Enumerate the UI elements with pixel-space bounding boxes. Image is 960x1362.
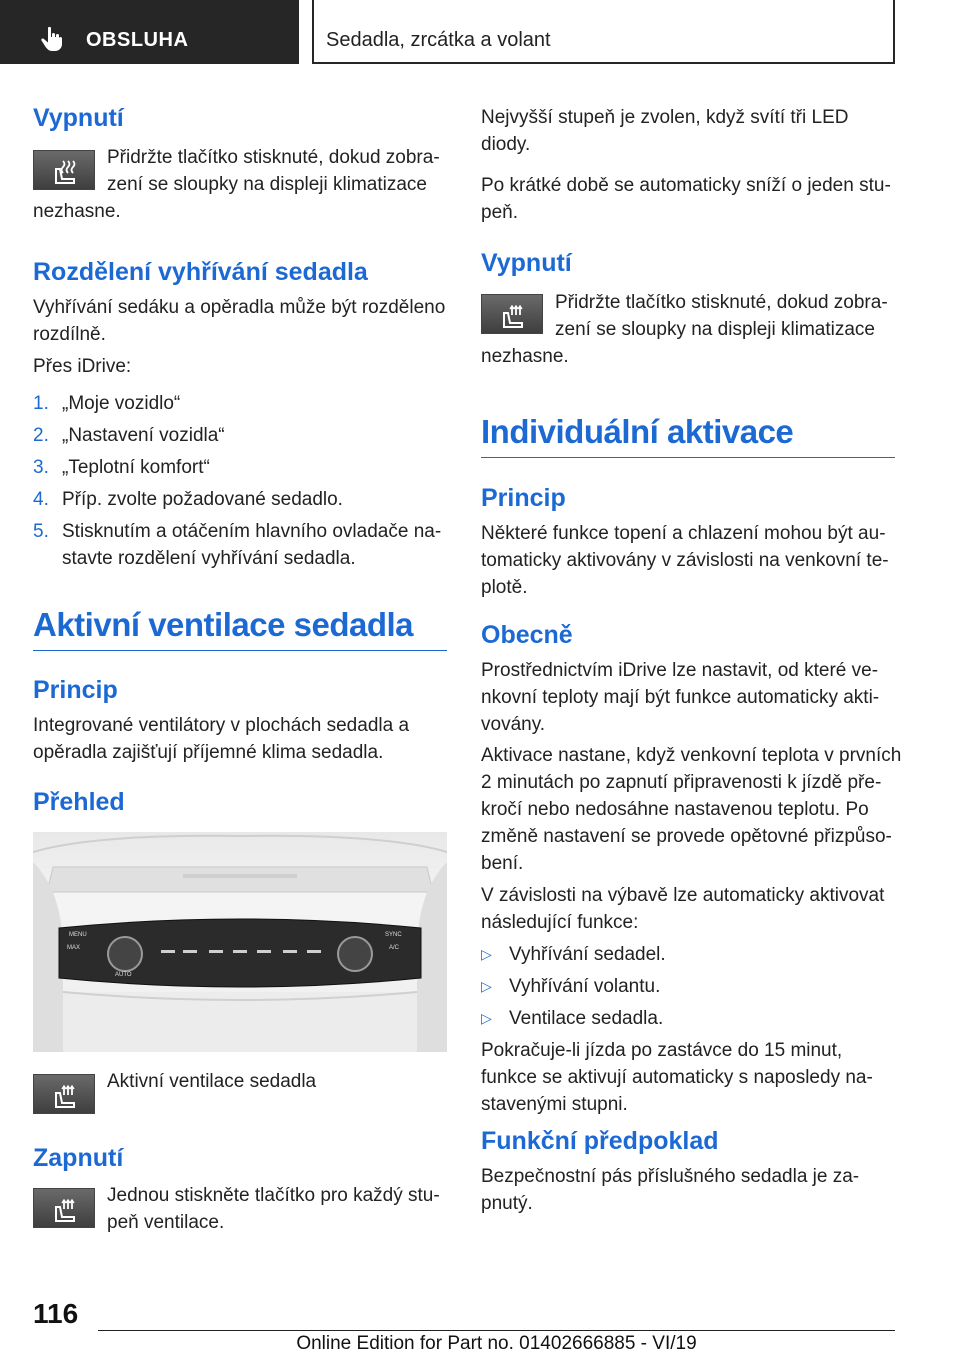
page-number: 116 [33,1298,79,1329]
photo-label-max: MAX [67,945,81,951]
pokracuje-text-line2: funkce se aktivují automaticky s naposledy na- [481,1067,873,1088]
photo-label-ac: A/C [389,945,400,951]
pokracuje-text-line3: stavenými stupni. [481,1094,628,1115]
zavislost-text-line1: V závislosti na výbavě lze automaticky aktivovat [481,885,885,906]
ventilation-icon-caption: Aktivní ventilace sedadla [107,1071,317,1092]
heading-funkcni-predpoklad: Funkční předpoklad [481,1127,719,1155]
heading-princip: Princip [33,676,118,704]
top-text-line1: Nejvyšší stupeň je zvolen, když svítí tři LED [481,107,849,128]
aktivace-text-line2: 2 minutách po zapnutí připravenosti k jízdě pře- [481,772,882,793]
hand-pointer-icon [40,26,64,57]
seat-ventilation-button-icon [33,1188,95,1228]
bullet-item: Vyhřívání sedadel. [509,944,666,965]
vypnuti-text-line3: nezhasne. [481,346,569,367]
heading-prehled: Přehled [33,788,125,816]
step-text: „Moje vozidlo“ [62,393,181,414]
zapnuti-text-line2: peň ventilace. [107,1212,225,1233]
vypnuti-text-line1: Přidržte tlačítko stisknuté, dokud zobra- [555,292,888,313]
heading-obecne: Obecně [481,621,573,649]
zavislost-text-line2: následující funkce: [481,912,639,933]
obecne-text-line2: nkovní teploty mají být funkce automaticky akti- [481,687,880,708]
heading-rozdeleni: Rozdělení vyhřívání sedadla [33,258,368,286]
heading-princip: Princip [481,484,566,512]
rozdeleni-text-line2: rozdílně. [33,324,106,345]
climate-control-photo [33,832,447,1052]
zapnuti-text-line1: Jednou stiskněte tlačítko pro každý stu- [107,1185,440,1206]
photo-label-menu: MENU [69,932,87,938]
step-number: 5. [33,521,49,542]
seat-ventilation-button-icon [33,1074,95,1114]
rozdeleni-text-line1: Vyhřívání sedáku a opěradla může být rozděleno [33,297,446,318]
footer-edition: Online Edition for Part no. 01402666885 - VI/19 [296,1333,697,1354]
aktivace-text-line1: Aktivace nastane, když venkovní teplota v prvních [481,745,902,766]
obecne-text-line1: Prostřednictvím iDrive lze nastavit, od které ve- [481,660,879,681]
aktivace-text-line5: bení. [481,853,524,874]
vypnuti-text-line2: zení se sloupky na displeji klimatizace [107,174,427,195]
bullet-triangle-icon: ▷ [481,1010,492,1026]
chapter-tab [312,0,895,64]
photo-label-auto: AUTO [115,972,132,978]
chapter-title: Sedadla, zrcátka a volant [326,29,551,51]
step-number: 1. [33,393,49,414]
heading-vypnuti: Vypnutí [33,104,124,132]
vypnuti-text-line3: nezhasne. [33,201,121,222]
princip-text-line2: tomaticky aktivovány v závislosti na venkovní te- [481,550,889,571]
heading-individualni-aktivace: Individuální aktivace [481,413,794,450]
princip-text-line1: Integrované ventilátory v plochách sedadla a [33,715,410,736]
princip-text-line2: opěradla zajišťují příjemné klima sedadla. [33,742,384,763]
step-text: Příp. zvolte požadované sedadlo. [62,489,343,510]
obecne-text-line3: vovány. [481,714,546,735]
bullet-item: Ventilace sedadla. [509,1008,664,1029]
top-text-line4: peň. [481,202,518,223]
pres-idrive-text: Přes iDrive: [33,356,132,377]
heading-rule [33,650,447,651]
vypnuti-text-line1: Přidržte tlačítko stisknuté, dokud zobra- [107,147,440,168]
funkcni-text-line1: Bezpečnostní pás příslušného sedadla je za- [481,1166,860,1187]
vypnuti-text-line2: zení se sloupky na displeji klimatizace [555,319,875,340]
bullet-item: Vyhřívání volantu. [509,976,661,997]
pokracuje-text-line1: Pokračuje-li jízda po zastávce do 15 minut, [481,1040,843,1061]
heading-vypnuti: Vypnutí [481,249,572,277]
step-text: Stisknutím a otáčením hlavního ovladače na- [62,521,442,542]
heading-rule [481,457,895,458]
photo-label-sync: SYNC [385,932,402,938]
bullet-triangle-icon: ▷ [481,978,492,994]
page-header [0,0,960,66]
aktivace-text-line3: kročí nebo nedosáhne nastavenou teplotu. Po [481,799,869,820]
step-text-continued: stavte rozdělení vyhřívání sedadla. [62,548,356,569]
seat-ventilation-button-icon [481,294,543,334]
step-number: 3. [33,457,49,478]
step-text: „Teplotní komfort“ [62,457,210,478]
step-number: 2. [33,425,49,446]
top-text-line2: diody. [481,134,531,155]
heading-zapnuti: Zapnutí [33,1144,124,1172]
seat-heating-button-icon [33,150,95,190]
footer-rule [98,1330,895,1331]
top-text-line3: Po krátké době se automaticky sníží o jeden stu- [481,175,891,196]
princip-text-line3: plotě. [481,577,528,598]
heading-aktivni-ventilace: Aktivní ventilace sedadla [33,606,414,643]
funkcni-text-line2: pnutý. [481,1193,533,1214]
aktivace-text-line4: změně nastavení se provede opětovné přizpůso- [481,826,892,847]
step-number: 4. [33,489,49,510]
section-tab [0,0,299,64]
bullet-triangle-icon: ▷ [481,946,492,962]
princip-text-line1: Některé funkce topení a chlazení mohou být au- [481,523,886,544]
step-text: „Nastavení vozidla“ [62,425,225,446]
section-label: OBSLUHA [86,29,189,51]
